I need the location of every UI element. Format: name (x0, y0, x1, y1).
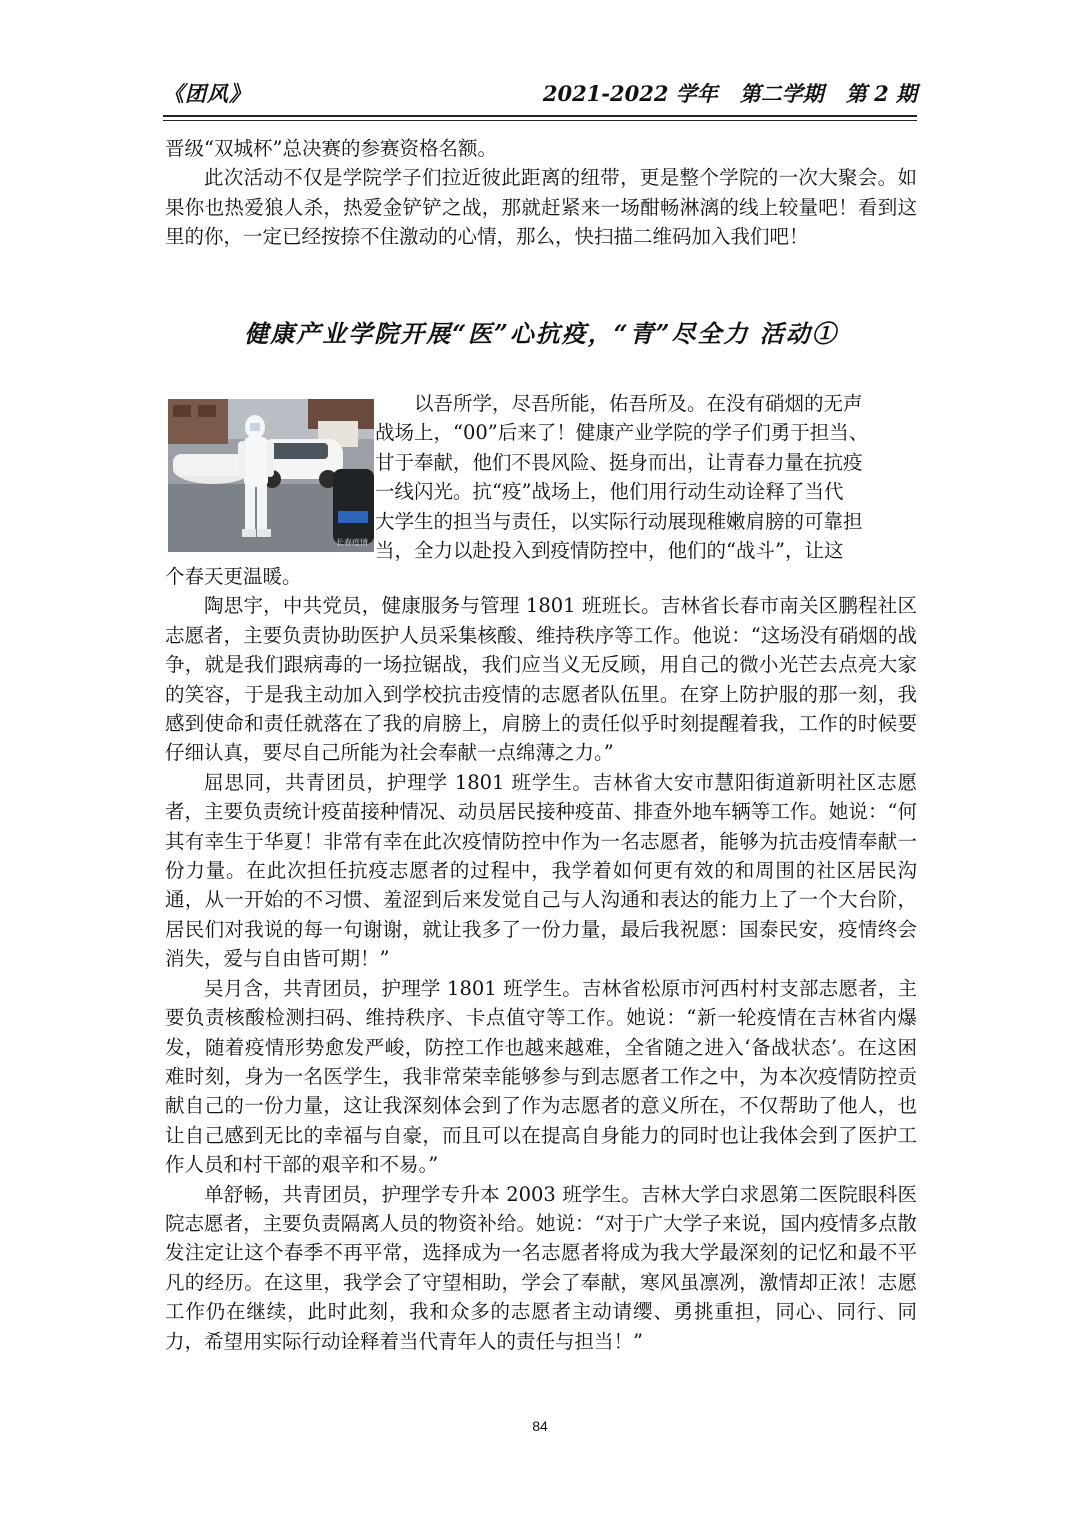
issue-number: 第 2 期 (845, 81, 917, 106)
photo-watermark: 长春疫情 (336, 538, 368, 547)
header-divider-thin (163, 120, 917, 121)
volunteer-photo (168, 399, 374, 552)
lead-line: 以吾所学，尽吾所能，佑吾所及。在没有硝烟的无声 (414, 392, 863, 415)
body-paragraph: 陶思宇，中共党员，健康服务与管理 1801 班班长。吉林省长春市南关区鹏程社区志愿者，主要负责协助医护人员采集核酸、维持秩序等工作。他说：“这场没有硝烟的战争，就是我们跟病毒的一场拉锯战，我们应当义无反顾，用自己的微小光芒去点亮大家的笑容，于是我主动加入到学校抗击疫情的志愿者队伍里。在穿上防护服的那一刻，我感到使命和责任就落在了我的肩膀上，肩膀上的责任似乎时刻提醒着我，工作的时候要仔细认真，要尽自己所能为社会奉献一点绵薄之力。” (165, 594, 917, 765)
body-paragraph: 单舒畅，共青团员，护理学专升本 2003 班学生。吉林大学白求恩第二医院眼科医院志愿者，主要负责隔离人员的物资补给。她说：“对于广大学子来说，国内疫情多点散发注定让这个春季不再平常，选择成为一名志愿者将成为我大学最深刻的记忆和最不平凡的经历。在这里，我学会了守望相助，学会了奉献，寒风虽凛冽，激情却正浓！志愿工作仍在继续，此时此刻，我和众多的志愿者主动请缨、勇挑重担，同心、同行、同力，希望用实际行动诠释着当代青年人的责任与担当！” (165, 1182, 917, 1353)
page-number: 84 (532, 1418, 548, 1434)
intro-line: 晋级“双城杯”总决赛的参赛资格名额。 (165, 137, 497, 160)
term: 第二学期 (739, 81, 824, 106)
lead-line: 当，全力以赴投入到疫情防控中，他们的“战斗”，让这 (375, 539, 844, 563)
lead-line: 大学生的担当与责任，以实际行动展现稚嫩肩膀的可靠担 (375, 509, 863, 533)
lead-line: 战场上，“00”后来了！健康产业学院的学子们勇于担当、 (375, 421, 869, 445)
page-header (163, 76, 917, 110)
article-body (165, 562, 917, 1356)
academic-year: 2021-2022 学年 (542, 81, 718, 106)
lead-tail: 个春天更温暖。 (165, 565, 302, 588)
body-paragraph: 屈思同，共青团员，护理学 1801 班学生。吉林省大安市慧阳街道新明社区志愿者，主要负责统计疫苗接种情况、动员居民接种疫苗、排查外地车辆等工作。她说：“何其有幸生于华夏！非常有幸在此次疫情防控中作为一名志愿者，能够为抗击疫情奉献一份力量。在此次担任抗疫志愿者的过程中，我学着如何更有效的和周围的社区居民沟通，从一开始的不习惯、羞涩到后来发觉自己与人沟通和表达的能力上了一个大台阶，居民们对我说的每一句谢谢，就让我多了一份力量，最后我祝愿：国泰民安，疫情终会消失，爱与自由皆可期！” (165, 770, 917, 971)
journal-title: 《团风》 (163, 81, 251, 106)
previous-article-tail (165, 134, 917, 252)
header-divider (163, 115, 917, 117)
lead-line: 一线闪光。抗“疫”战场上，他们用行动生动诠释了当代 (375, 480, 844, 504)
body-paragraph: 吴月含，共青团员，护理学 1801 班学生。吉林省松原市河西村村支部志愿者，主要负责核酸检测扫码、维持秩序、卡点值守等工作。她说：“新一轮疫情在吉林省内爆发，随着疫情形势愈发严峻，防控工作也越来越难，全省随之进入‘备战状态’。在这困难时刻，身为一名医学生，我非常荣幸能够参与到志愿者工作之中，为本次疫情防控贡献自己的一份力量，这让我深刻体会到了作为志愿者的意义所在，不仅帮助了他人，也让自己感到无比的幸福与自豪，而且可以在提高自身能力的同时也让我体会到了医护工作人员和村干部的艰辛和不易。” (165, 976, 917, 1177)
issue-info (543, 78, 917, 108)
intro-paragraph: 此次活动不仅是学院学子们拉近彼此距离的纽带，更是整个学院的一次大聚会。如果你也热爱狼人杀，热爱金铲铲之战，那就赶紧来一场酣畅淋漓的线上较量吧！看到这里的你，一定已经按捺不住激动的心情，那么，快扫描二维码加入我们吧！ (165, 166, 917, 249)
article-title: 健康产业学院开展“医”心抗疫，“青”尽全力 活动① (244, 319, 838, 348)
volunteer-photo-illustration (168, 399, 374, 552)
lead-line: 甘于奉献，他们不畏风险、挺身而出，让青春力量在抗疫 (375, 450, 863, 474)
article-lead-wrapped (375, 389, 917, 565)
